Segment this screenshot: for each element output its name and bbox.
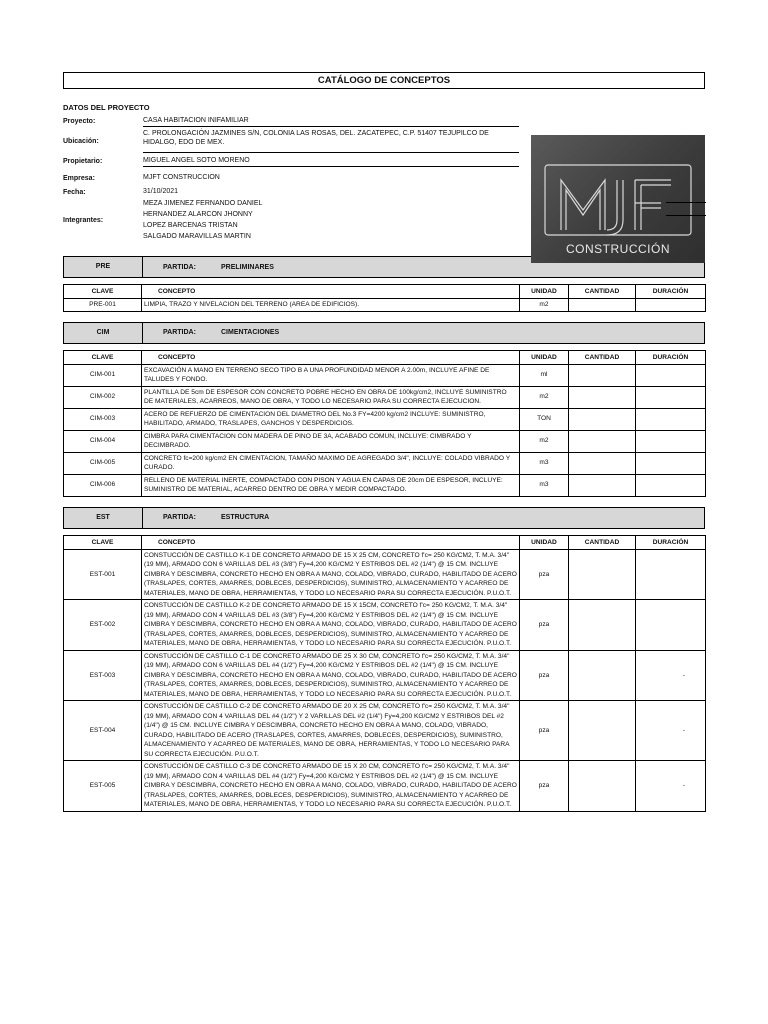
cell-unidad: pza (520, 549, 569, 600)
partida-label: PARTIDA: (163, 263, 196, 271)
header-duracion: DURACIÓN (636, 535, 706, 549)
member-name: LOPEZ BARCENAS TRISTAN (143, 222, 238, 229)
owner-value: MIGUEL ANGEL SOTO MORENO (143, 156, 519, 167)
table-row (64, 386, 706, 408)
table-row (64, 701, 706, 761)
cell-duracion[interactable] (636, 299, 706, 312)
cell-clave: EST-003 (64, 650, 142, 701)
concepts-table (63, 350, 706, 497)
cell-duracion[interactable] (636, 364, 706, 386)
cell-unidad: m3 (520, 474, 569, 496)
cell-unidad: m3 (520, 452, 569, 474)
cell-duracion[interactable] (636, 408, 706, 430)
location-line-1: C. PROLONGACIÓN JAZMINES S/N, COLONIA LAS ROSAS, DEL. ZACATEPEC, C.P. 51407 TEJUPILCO DE (143, 130, 489, 137)
cell-duracion[interactable]: - (636, 701, 706, 761)
members-list (143, 198, 519, 242)
members-label: Integrantes: (63, 216, 104, 224)
cell-clave: EST-004 (64, 701, 142, 761)
cell-duracion[interactable]: - (636, 761, 706, 812)
section-header (63, 322, 705, 344)
cell-unidad: m2 (520, 386, 569, 408)
table-row (64, 430, 706, 452)
cell-concepto: EXCAVACIÓN A MANO EN TERRENO SECO TIPO B A UNA PROFUNDIDAD MENOR A 2.00m, INCLUYE AFINE DE TALUDES Y FONDO. (142, 364, 520, 386)
cell-clave: EST-001 (64, 549, 142, 600)
cell-duracion[interactable] (636, 474, 706, 496)
section-pre (63, 256, 705, 312)
project-label: Proyecto: (63, 118, 96, 125)
cell-concepto: CONCRETO fc=200 kg/cm2 EN CIMENTACION, TAMAÑO MAXIMO DE AGREGADO 3/4", INCLUYE: COLADO VIBRADO Y CURADO. (142, 452, 520, 474)
cell-cantidad[interactable] (569, 474, 636, 496)
date-value: 31/10/2021 (143, 188, 179, 195)
page-title: CATÁLOGO DE CONCEPTOS (63, 72, 705, 89)
table-row (64, 761, 706, 812)
cell-clave: CIM-003 (64, 408, 142, 430)
section-est (63, 507, 705, 812)
cell-clave: EST-005 (64, 761, 142, 812)
header-unidad: UNIDAD (520, 285, 569, 299)
cell-duracion[interactable]: - (636, 650, 706, 701)
concepts-table (63, 284, 706, 312)
table-header-row (64, 350, 706, 364)
cell-clave: CIM-005 (64, 452, 142, 474)
header-unidad: UNIDAD (520, 535, 569, 549)
location-value (143, 129, 519, 153)
table-row (64, 452, 706, 474)
table-header-row (64, 535, 706, 549)
partida-label: PARTIDA: (163, 514, 196, 521)
cell-unidad: ml (520, 364, 569, 386)
cell-clave: CIM-004 (64, 430, 142, 452)
cell-cantidad[interactable] (569, 299, 636, 312)
date-label: Fecha: (63, 188, 86, 196)
section-name: CIMENTACIONES (221, 329, 280, 336)
cell-concepto: CONSTUCCIÓN DE CASTILLO C-3 DE CONCRETO ARMADO DE 15 X 20 CM, CONCRETO f'c= 250 KG/CM2, T. M.A. 3/4" (19 MM), ARMADO CON 4 VARILLAS DEL #4 (1/2") Fy=4,200 KG/CM2 Y ESTRIBOS DEL #2 (1/4") @ 15 CM. INCLUYE CIMBRA Y DESCIMBRA, CONCRETO HECHO EN OBRA A MANO, COLADO, VIBRADO, CURADO, HABILITADO DE ACERO (TRASLAPES, CORTES, AMARRES, DOBLECES, DESPERDICIOS), SUMINISTRO, ALMACENAMIENTO Y ACARREO DE MATERIALES, MANO DE OBRA, HERRAMIENTAS, Y TODO LO NECESARIO PARA SU CORRECTA EJECUCIÓN. P.U.O.T. (142, 761, 520, 812)
section-code: CIM (64, 323, 143, 343)
header-unidad: UNIDAD (520, 350, 569, 364)
member-name: HERNANDEZ ALARCON JHONNY (143, 211, 253, 218)
section-name: PRELIMINARES (221, 263, 274, 271)
header-concepto: CONCEPTO (142, 535, 520, 549)
header-duracion: DURACIÓN (636, 285, 706, 299)
table-row (64, 299, 706, 312)
cell-cantidad[interactable] (569, 430, 636, 452)
table-row (64, 549, 706, 600)
cell-clave: CIM-002 (64, 386, 142, 408)
section-name: ESTRUCTURA (221, 514, 270, 521)
section-cim (63, 322, 705, 497)
cell-concepto: CONSTUCCIÓN DE CASTILLO K-1 DE CONCRETO ARMADO DE 15 X 25 CM, CONCRETO f'c= 250 KG/CM2, T. M.A. 3/4" (19 MM), ARMADO CON 6 VARILLAS DEL #3 (3/8") Fy=4,200 KG/CM2 Y ESTRIBOS DEL #2 (1/4") @ 15 CM. INCLUYE CIMBRA Y DESCIMBRA, CONCRETO HECHO EN OBRA A MANO, COLADO, VIBRADO, CURADO, HABILITADO DE ACERO (TRASLAPES, CORTES, AMARRES, DOBLECES, DESPERDICIOS), SUMINISTRO, ALMACENAMIENTO Y ACARREO DE MATERIALES, MANO DE OBRA, HERRAMIENTAS, Y TODO LO NECESARIO PARA SU CORRECTA EJECUCIÓN. P.U.O.T. (142, 549, 520, 600)
cell-concepto: CONSTUCCIÓN DE CASTILLO C-2 DE CONCRETO ARMADO DE 20 X 25 CM, CONCRETO f'c= 250 KG/CM2, T. M.A. 3/4" (19 MM), ARMADO CON 4 VARILLAS DEL #4 (1/2") Y 2 VARILLAS DEL #2 (1/4") Fy=4,200 KG/CM2 Y ESTRIBOS DEL #2 (1/4") @ 15 CM. INCLUYE CIMBRA Y DESCIMBRA, CONCRETO HECHO EN OBRA A MANO, COLADO, VIBRADO, CURADO, HABILITADO DE ACERO (TRASLAPES, CORTES, AMARRES, DOBLECES, DESPERDICIOS), SUMINISTRO, ALMACENAMIENTO Y ACARREO DE MATERIALES, MANO DE OBRA, HERRAMIENTAS, Y TODO LO NECESARIO PARA SU CORRECTA EJECUCIÓN. P.U.O.T. (142, 701, 520, 761)
cell-concepto: RELLENO DE MATERIAL INERTE, COMPACTADO CON PISON Y AGUA EN CAPAS DE 20cm DE ESPESOR, INCLUYE: SUMINISTRO DE MATERIAL, ACARREO DENTRO DE OBRA Y MEDIR COMPACTADO. (142, 474, 520, 496)
cell-duracion[interactable] (636, 386, 706, 408)
concepts-table (63, 535, 706, 812)
cell-unidad: pza (520, 701, 569, 761)
table-row (64, 408, 706, 430)
header-clave: CLAVE (64, 535, 142, 549)
cell-clave: EST-002 (64, 600, 142, 651)
owner-label: Propietario: (63, 158, 103, 165)
logo-text: CONSTRUCCIÓN (566, 242, 670, 256)
cell-duracion[interactable] (636, 549, 706, 600)
header-duracion: DURACIÓN (636, 350, 706, 364)
member-name: MEZA JIMENEZ FERNANDO DANIEL (143, 200, 263, 207)
cell-clave: PRE-001 (64, 299, 142, 312)
cell-concepto: PLANTILLA DE 5cm DE ESPESOR CON CONCRETO POBRE HECHO EN OBRA DE 100kg/cm2, INCLUYE SUMINISTRO DE MATERIALES, ACARREOS, MANO DE OBRA, Y TODO LO NECESARIO PARA SU CORRECTA EJECUCION. (142, 386, 520, 408)
cell-cantidad[interactable] (569, 549, 636, 600)
cell-cantidad[interactable] (569, 650, 636, 701)
cell-concepto: CIMBRA PARA CIMENTACION CON MADERA DE PINO DE 3A, ACABADO COMUN, INCLUYE: CIMBRADO Y DECIMBRADO. (142, 430, 520, 452)
cell-clave: CIM-001 (64, 364, 142, 386)
table-row (64, 364, 706, 386)
cell-cantidad[interactable] (569, 408, 636, 430)
section-code: EST (64, 508, 143, 528)
project-value: CASA HABITACION INIFAMILIAR (143, 116, 519, 127)
catalog-page (63, 72, 705, 812)
table-header-row (64, 285, 706, 299)
cell-concepto: CONSTUCCIÓN DE CASTILLO C-1 DE CONCRETO ARMADO DE 25 X 30 CM, CONCRETO f'c= 250 KG/CM2, T. M.A. 3/4" (19 MM), ARMADO CON 6 VARILLAS DEL #4 (1/2") Fy=4,200 KG/CM2 Y ESTRIBOS DEL #2 (1/4") @ 15 CM. INCLUYE CIMBRA Y DESCIMBRA, CONCRETO HECHO EN OBRA A MANO, COLADO, VIBRADO, CURADO, HABILITADO DE ACERO (TRASLAPES, CORTES, AMARRES, DOBLECES, DESPERDICIOS), SUMINISTRO, ALMACENAMIENTO Y ACARREO DE MATERIALES, MANO DE OBRA, HERRAMIENTAS, Y TODO LO NECESARIO PARA SU CORRECTA EJECUCIÓN. P.U.O.T. (142, 650, 520, 701)
project-heading: DATOS DEL PROYECTO (63, 103, 150, 112)
cell-duracion[interactable] (636, 430, 706, 452)
cell-unidad: pza (520, 650, 569, 701)
table-row (64, 474, 706, 496)
cell-cantidad[interactable] (569, 452, 636, 474)
table-row (64, 600, 706, 651)
company-value: MJFT CONSTRUCCION (143, 174, 220, 181)
header-clave: CLAVE (64, 350, 142, 364)
cell-unidad: TON (520, 408, 569, 430)
cell-cantidad[interactable] (569, 364, 636, 386)
header-cantidad: CANTIDAD (569, 350, 636, 364)
cell-unidad: m2 (520, 299, 569, 312)
header-clave: CLAVE (64, 285, 142, 299)
cell-clave: CIM-006 (64, 474, 142, 496)
cell-duracion[interactable] (636, 452, 706, 474)
cell-unidad: pza (520, 600, 569, 651)
cell-concepto: ACERO DE REFUERZO DE CIMENTACION DEL DIAMETRO DEL No.3 FY=4200 kg/cm2 INCLUYE: SUMINISTRO, HABILITADO, ARMADO, TRASLAPES, GANCHOS Y DESPERDICIOS. (142, 408, 520, 430)
cell-concepto: LIMPIA, TRAZO Y NIVELACION DEL TERRENO (AREA DE EDIFICIOS). (142, 299, 520, 312)
member-name: SALGADO MARAVILLAS MARTIN (143, 233, 251, 240)
partida-label: PARTIDA: (163, 329, 196, 336)
cell-cantidad[interactable] (569, 600, 636, 651)
section-header (63, 507, 705, 529)
company-logo (531, 135, 705, 263)
location-line-2: HIDALGO, EDO DE MEX. (143, 139, 225, 146)
header-concepto: CONCEPTO (142, 285, 520, 299)
project-info (63, 102, 705, 256)
location-label: Ubicación: (63, 137, 99, 145)
decorative-lines (666, 202, 706, 228)
cell-concepto: CONSTUCCIÓN DE CASTILLO K-2 DE CONCRETO ARMADO DE 15 X 15CM, CONCRETO f'c= 250 KG/CM2, T. M.A. 3/4" (19 MM), ARMADO CON 4 VARILLAS DEL #3 (3/8") Fy=4,200 KG/CM2 Y ESTRIBOS DEL #2 (1/4") @ 15 CM. INCLUYE CIMBRA Y DESCIMBRA, CONCRETO HECHO EN OBRA A MANO, COLADO, VIBRADO, CURADO, HABILITADO DE ACERO (TRASLAPES, CORTES, AMARRES, DOBLECES, DESPERDICIOS), SUMINISTRO, ALMACENAMIENTO Y ACARREO DE MATERIALES, MANO DE OBRA, HERRAMIENTAS, Y TODO LO NECESARIO PARA SU CORRECTA EJECUCIÓN. P.U.O.T. (142, 600, 520, 651)
header-concepto: CONCEPTO (142, 350, 520, 364)
cell-cantidad[interactable] (569, 761, 636, 812)
cell-unidad: m2 (520, 430, 569, 452)
company-label: Empresa: (63, 174, 95, 182)
cell-cantidad[interactable] (569, 386, 636, 408)
cell-duracion[interactable] (636, 600, 706, 651)
cell-unidad: pza (520, 761, 569, 812)
header-cantidad: CANTIDAD (569, 285, 636, 299)
project-row (63, 114, 705, 129)
table-row (64, 650, 706, 701)
logo-mark (531, 135, 705, 263)
section-code: PRE (64, 257, 143, 277)
sections-container (63, 256, 705, 812)
header-cantidad: CANTIDAD (569, 535, 636, 549)
cell-cantidad[interactable] (569, 701, 636, 761)
